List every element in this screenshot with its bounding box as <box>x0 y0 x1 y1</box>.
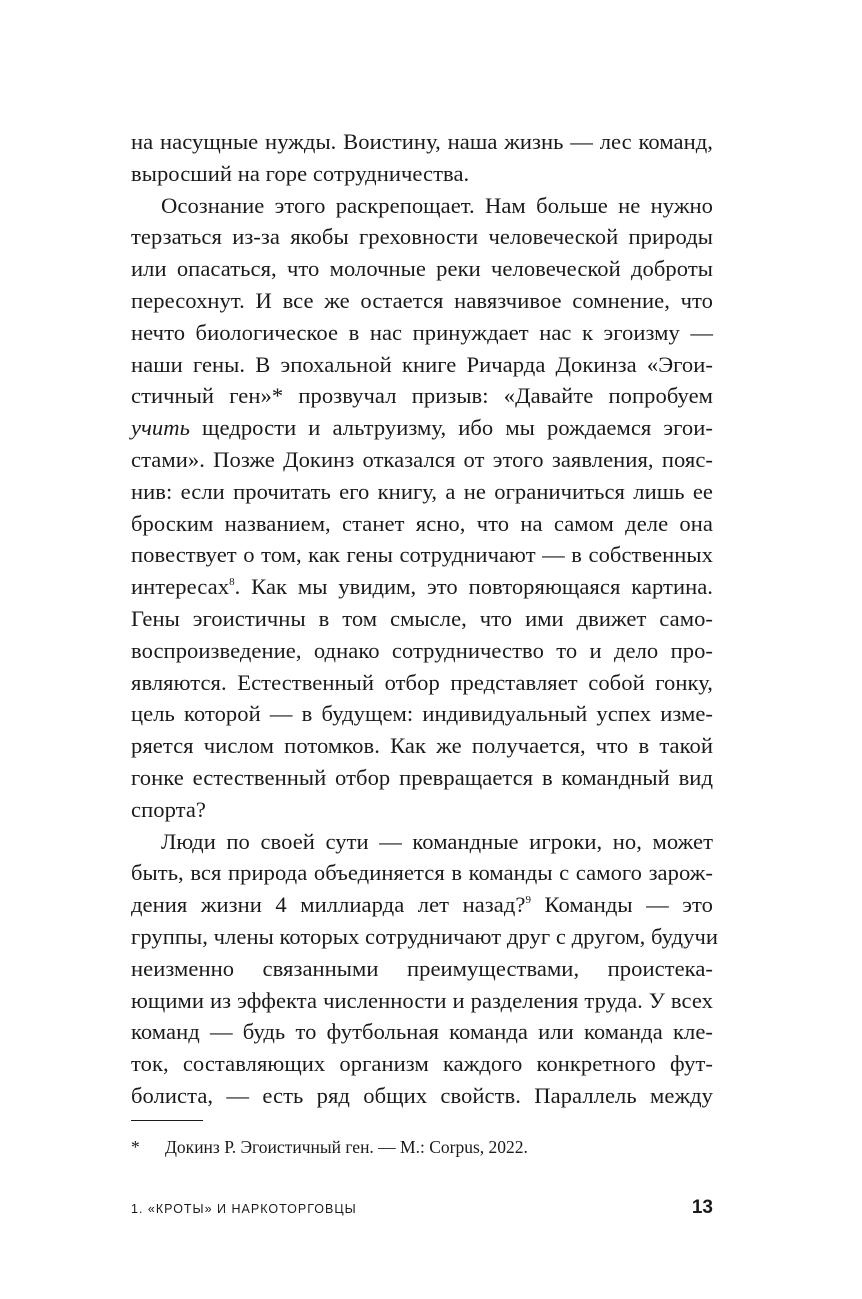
page-body <box>131 126 719 1112</box>
text-fragment: Команды — это <box>531 892 713 918</box>
text-line <box>131 889 713 921</box>
text-line: являются. Естественный отбор представляет собой гонку, <box>131 669 713 695</box>
text-line <box>131 571 713 603</box>
footnote <box>131 1135 528 1159</box>
text-line: или опасаться, что молочные реки человеческой доброты <box>131 256 713 282</box>
text-line: Осознание этого раскрепощает. Нам больше не нужно <box>161 192 713 218</box>
text-line: группы, члены которых сотрудничают друг с другом, будучи <box>131 923 719 949</box>
text-line: команд — будь то футбольная команда или команда кле- <box>131 1019 713 1045</box>
text-line: терзаться из-за якобы греховности человеческой природы <box>131 224 713 250</box>
text-line: ющими из эффекта численности и разделения труда. У всех <box>131 987 713 1013</box>
text-line: Люди по своей сути — командные игроки, но, может <box>161 828 713 854</box>
footnote-text: Докинз Р. Эгоистичный ген. — М.: Corpus, 2022. <box>165 1137 528 1157</box>
text-line: наши гены. В эпохальной книге Ричарда Докинза «Эгои- <box>131 351 713 377</box>
text-line: броским названием, станет ясно, что на самом деле она <box>131 510 713 536</box>
footnote-rule <box>131 1120 203 1121</box>
text-fragment: . Как мы увидим, это повторяющаяся картина. <box>234 574 713 600</box>
text-line: болиста, — есть ряд общих свойств. Параллель между <box>131 1082 713 1108</box>
footnote-mark: * <box>131 1137 140 1157</box>
text-line: неизменно связанными преимуществами, проистека- <box>131 955 713 981</box>
text-line: спорта? <box>131 796 206 822</box>
text-line: стичный ген»* прозвучал призыв: «Давайте попробуем <box>131 383 713 409</box>
page-number: 13 <box>691 1197 713 1218</box>
text-line: выросший на горе сотрудничества. <box>131 160 470 186</box>
text-fragment: интересах <box>131 574 230 600</box>
text-line: воспроизведение, однако сотрудничество то и дело про- <box>131 637 713 663</box>
text-line: гонке естественный отбор превращается в командный вид <box>131 764 713 790</box>
text-line: нечто биологическое в нас принуждает нас к эгоизму — <box>131 319 713 345</box>
endnote-ref-8[interactable]: 8 <box>229 576 235 589</box>
text-line: на насущные нужды. Воистину, наша жизнь — лес команд, <box>131 129 713 154</box>
text-line: цель которой — в будущем: индивидуальный успех изме- <box>131 701 713 727</box>
text-line: стами». Позже Докинз отказался от этого заявления, пояс- <box>131 446 713 472</box>
italic-word: учить <box>131 415 190 441</box>
running-head: 1. «КРОТЫ» И НАРКОТОРГОВЦЫ <box>131 1202 357 1216</box>
text-line: пересохнут. И все же остается навязчивое сомнение, что <box>131 287 713 313</box>
text-line: нив: если прочитать его книгу, а не ограничиться лишь ее <box>131 478 713 504</box>
text-line <box>131 412 713 444</box>
text-fragment: дения жизни 4 миллиарда лет назад? <box>131 892 526 918</box>
text-fragment: щедрости и альтруизму, ибо мы рождаемся эгои- <box>202 415 713 441</box>
text-line: повествует о том, как гены сотрудничают — в собственных <box>131 542 713 568</box>
text-line: Гены эгоистичны в том смысле, что ими движет само- <box>131 605 713 631</box>
endnote-ref-9[interactable]: 9 <box>525 894 532 907</box>
text-line: ток, составляющих организм каждого конкретного фут- <box>131 1051 713 1077</box>
text-line: быть, вся природа объединяется в команды с самого зарож- <box>131 860 713 886</box>
text-line: ряется числом потомков. Как же получается, что в такой <box>131 733 713 759</box>
